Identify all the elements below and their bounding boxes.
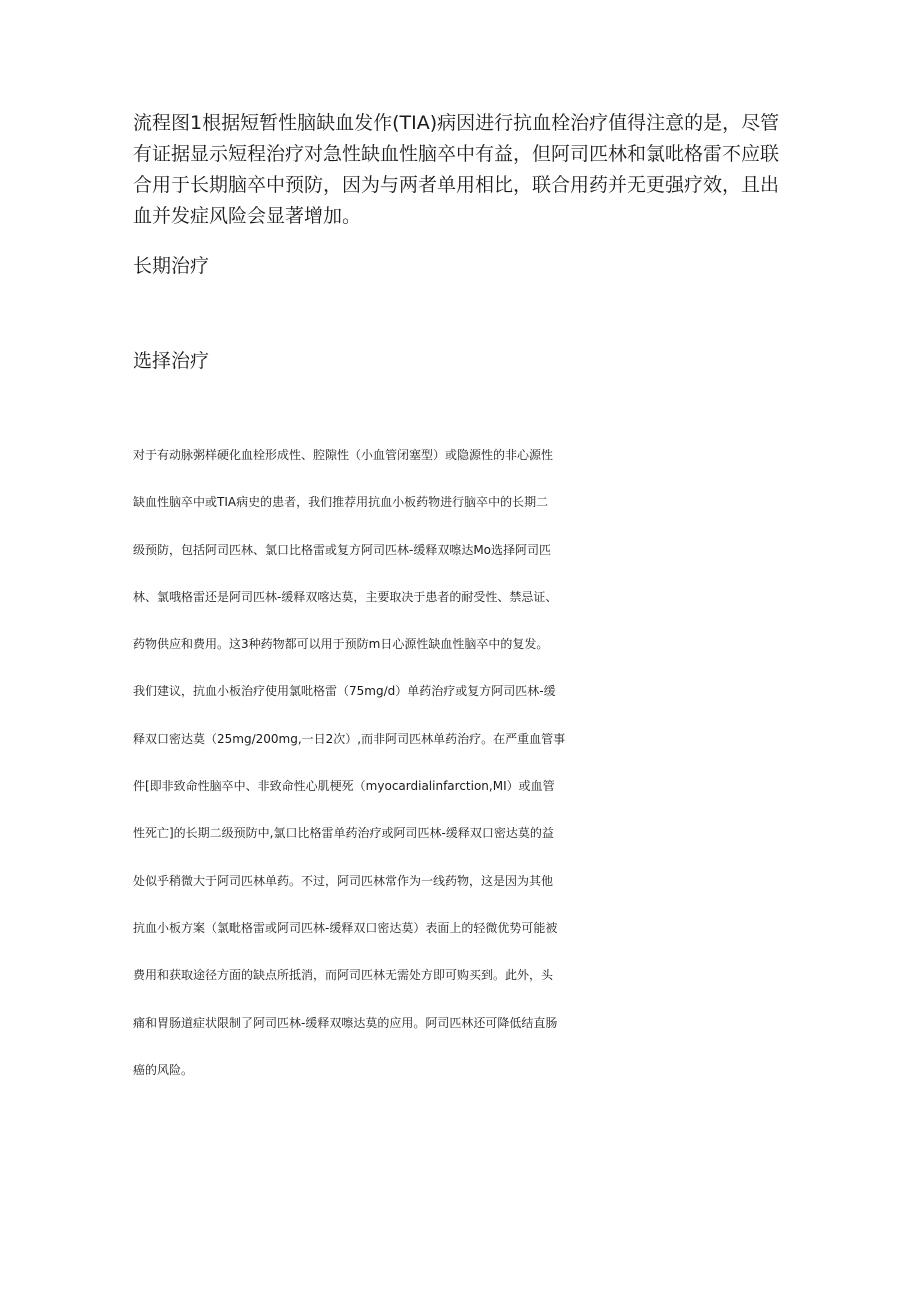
paragraph-line: 级预防，包括阿司匹林、氯口比格雷或复方阿司匹林-缓释双嚓达Mo选择阿司匹 [133, 542, 552, 557]
paragraph-line: 药物供应和费用。这3种药物都可以用于预防m日心源性缺血性脑卒中的复发。 [133, 637, 549, 652]
section-heading-long-term: 长期治疗 [133, 255, 210, 277]
paragraph-line: 性死亡]的长期二级预防中,氯口比格雷单药治疗或阿司匹林-缓释双口密达莫的益 [133, 826, 554, 841]
paragraph-line: 抗血小板方案（氯毗格雷或阿司匹林-缓释双口密达莫）表面上的轻微优势可能被 [133, 920, 558, 935]
intro-paragraph: 流程图1根据短暂性脑缺血发作(TIA)病因进行抗血栓治疗值得注意的是，尽管有证据显示短程治疗对急性缺血性脑卒中有益，但阿司匹林和氯吡格雷不应联合用于长期脑卒中预防，因为与两者单用相比，联合用药并无更强疗效，且出血并发症风险会显著增加。 [133, 112, 780, 227]
paragraph-line: 对于有动脉粥样硬化血栓形成性、腔隙性（小血管闭塞型）或隐源性的非心源性 [133, 448, 554, 462]
paragraph-line: 件[即非致命性脑卒中、非致命性心肌梗死（myocardialinfarction,MI）或血管 [133, 779, 555, 794]
section-heading-choice: 选择治疗 [133, 350, 210, 372]
paragraph-line: 痛和胃肠道症状限制了阿司匹林-缓释双嚓达莫的应用。阿司匹林还可降低结直肠 [133, 1015, 558, 1030]
paragraph-line: 费用和获取途径方面的缺点所抵消，而阿司匹林无需处方即可购买到。此外，头 [133, 968, 554, 983]
paragraph-line: 释双口密达莫（25mg∕200mg,一日2次）,而非阿司匹林单药治疗。在严重血管事 [133, 731, 566, 746]
paragraph-line: 林、氯哦格雷还是阿司匹林-缓释双喀达莫，主要取决于患者的耐受性、禁忌证、 [133, 589, 558, 604]
paragraph-line: 缺血性脑卒中或TIA病史的患者，我们推荐用抗血小板药物进行脑卒中的长期二 [133, 495, 549, 510]
treatment-paragraph [133, 440, 798, 1102]
paragraph-line: 处似乎稍微大于阿司匹林单药。不过，阿司匹林常作为一线药物，这是因为其他 [133, 873, 554, 888]
paragraph-line: 我们建议，抗血小板治疗使用氯吡格雷（75mg∕d）单药治疗或复方阿司匹林-缓 [133, 684, 556, 699]
paragraph-line: 癌的风险。 [133, 1062, 194, 1077]
